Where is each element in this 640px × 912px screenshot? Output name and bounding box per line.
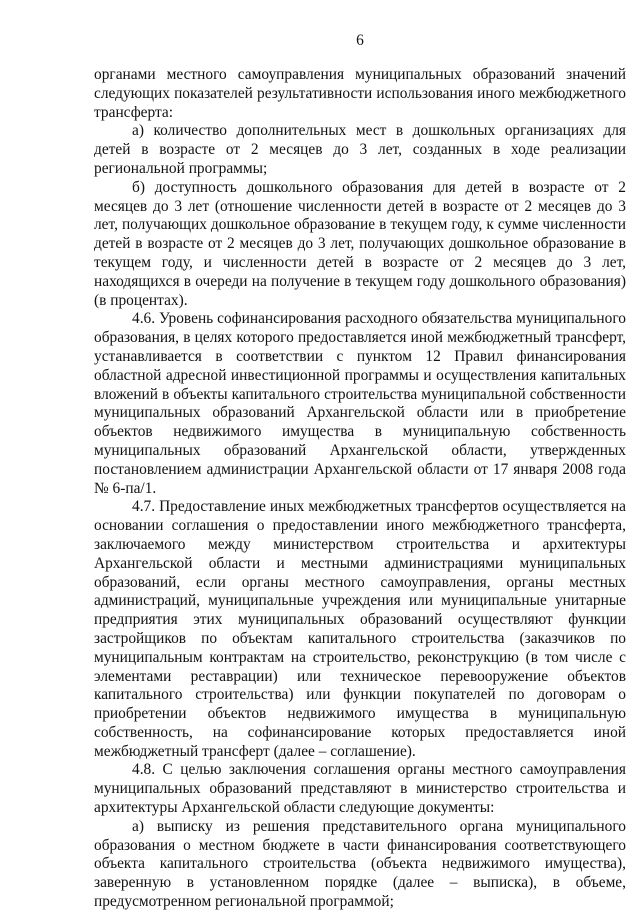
paragraph-item-b: б) доступность дошкольного образования для детей в возрасте от 2 месяцев до 3 лет (отношение численности детей в возрасте от 2 месяцев до 3 лет, получающих дошкольное образование в текущем году, к сумме численности детей в возрасте от 2 месяцев до 3 лет, получающих дошкольное образование в текущем году, и численности детей в возрасте от 2 месяцев до 3 лет, находящихся в очереди на получение в текущем году дошкольного образования) (в процентах).	[94, 178, 626, 309]
paragraph-item-a: а) количество дополнительных мест в дошкольных организациях для детей в возрасте от 2 месяцев до 3 лет, созданных в ходе реализации региональной программы;	[94, 122, 626, 177]
paragraph-4-7: 4.7. Предоставление иных межбюджетных трансфертов осуществляется на основании соглашения о предоставлении иного межбюджетного трансферта, заключаемого между министерством строительства и архитектуры Архангельской области и местными администрациями муниципальных образований, если органы местного самоуправления, органы местных администраций, муниципальные учреждения или муниципальные унитарные предприятия этих муниципальных образований осуществляют функции застройщиков по объектам капитального строительства (заказчиков по муниципальным контрактам на строительство, реконструкцию (в том числе с элементами реставрации) или техническое перевооружение объектов капитального строительства) или функции покупателей по договорам о приобретении объектов недвижимого имущества в муниципальную собственность, на софинансирование которых предоставляется иной межбюджетный трансферт (далее – соглашение).	[94, 498, 626, 760]
paragraph-4-8: 4.8. С целью заключения соглашения органы местного самоуправления муниципальных образований представляют в министерство строительства и архитектуры Архангельской области следующие документы:	[94, 761, 626, 817]
paragraph-4-8-item-a: а) выписку из решения представительного органа муниципального образования о местном бюджете в части финансирования соответствующего объекта капитального строительства (объекта недвижимого имущества), заверенную в установленном порядке (далее – выписка), в объеме, предусмотренном региональной программой;	[94, 817, 626, 911]
paragraph-intro: органами местного самоуправления муниципальных образований значений следующих показателей результативности использования иного межбюджетного трансферта:	[94, 66, 626, 121]
paragraph-4-6: 4.6. Уровень софинансирования расходного обязательства муниципального образования, в целях которого предоставляется иной межбюджетный трансферт, устанавливается в соответствии с пунктом 12 Правил финансирования областной адресной инвестиционной программы и осуществления капитальных вложений в объекты капитального строительства муниципальной собственности муниципальных образований Архангельской области или в приобретение объектов недвижимого имущества в муниципальную собственность муниципальных образований Архангельской области, утвержденных постановлением администрации Архангельской области от 17 января 2008 года № 6-па/1.	[94, 310, 626, 497]
page-number: 6	[356, 32, 364, 49]
document-page	[94, 32, 626, 912]
